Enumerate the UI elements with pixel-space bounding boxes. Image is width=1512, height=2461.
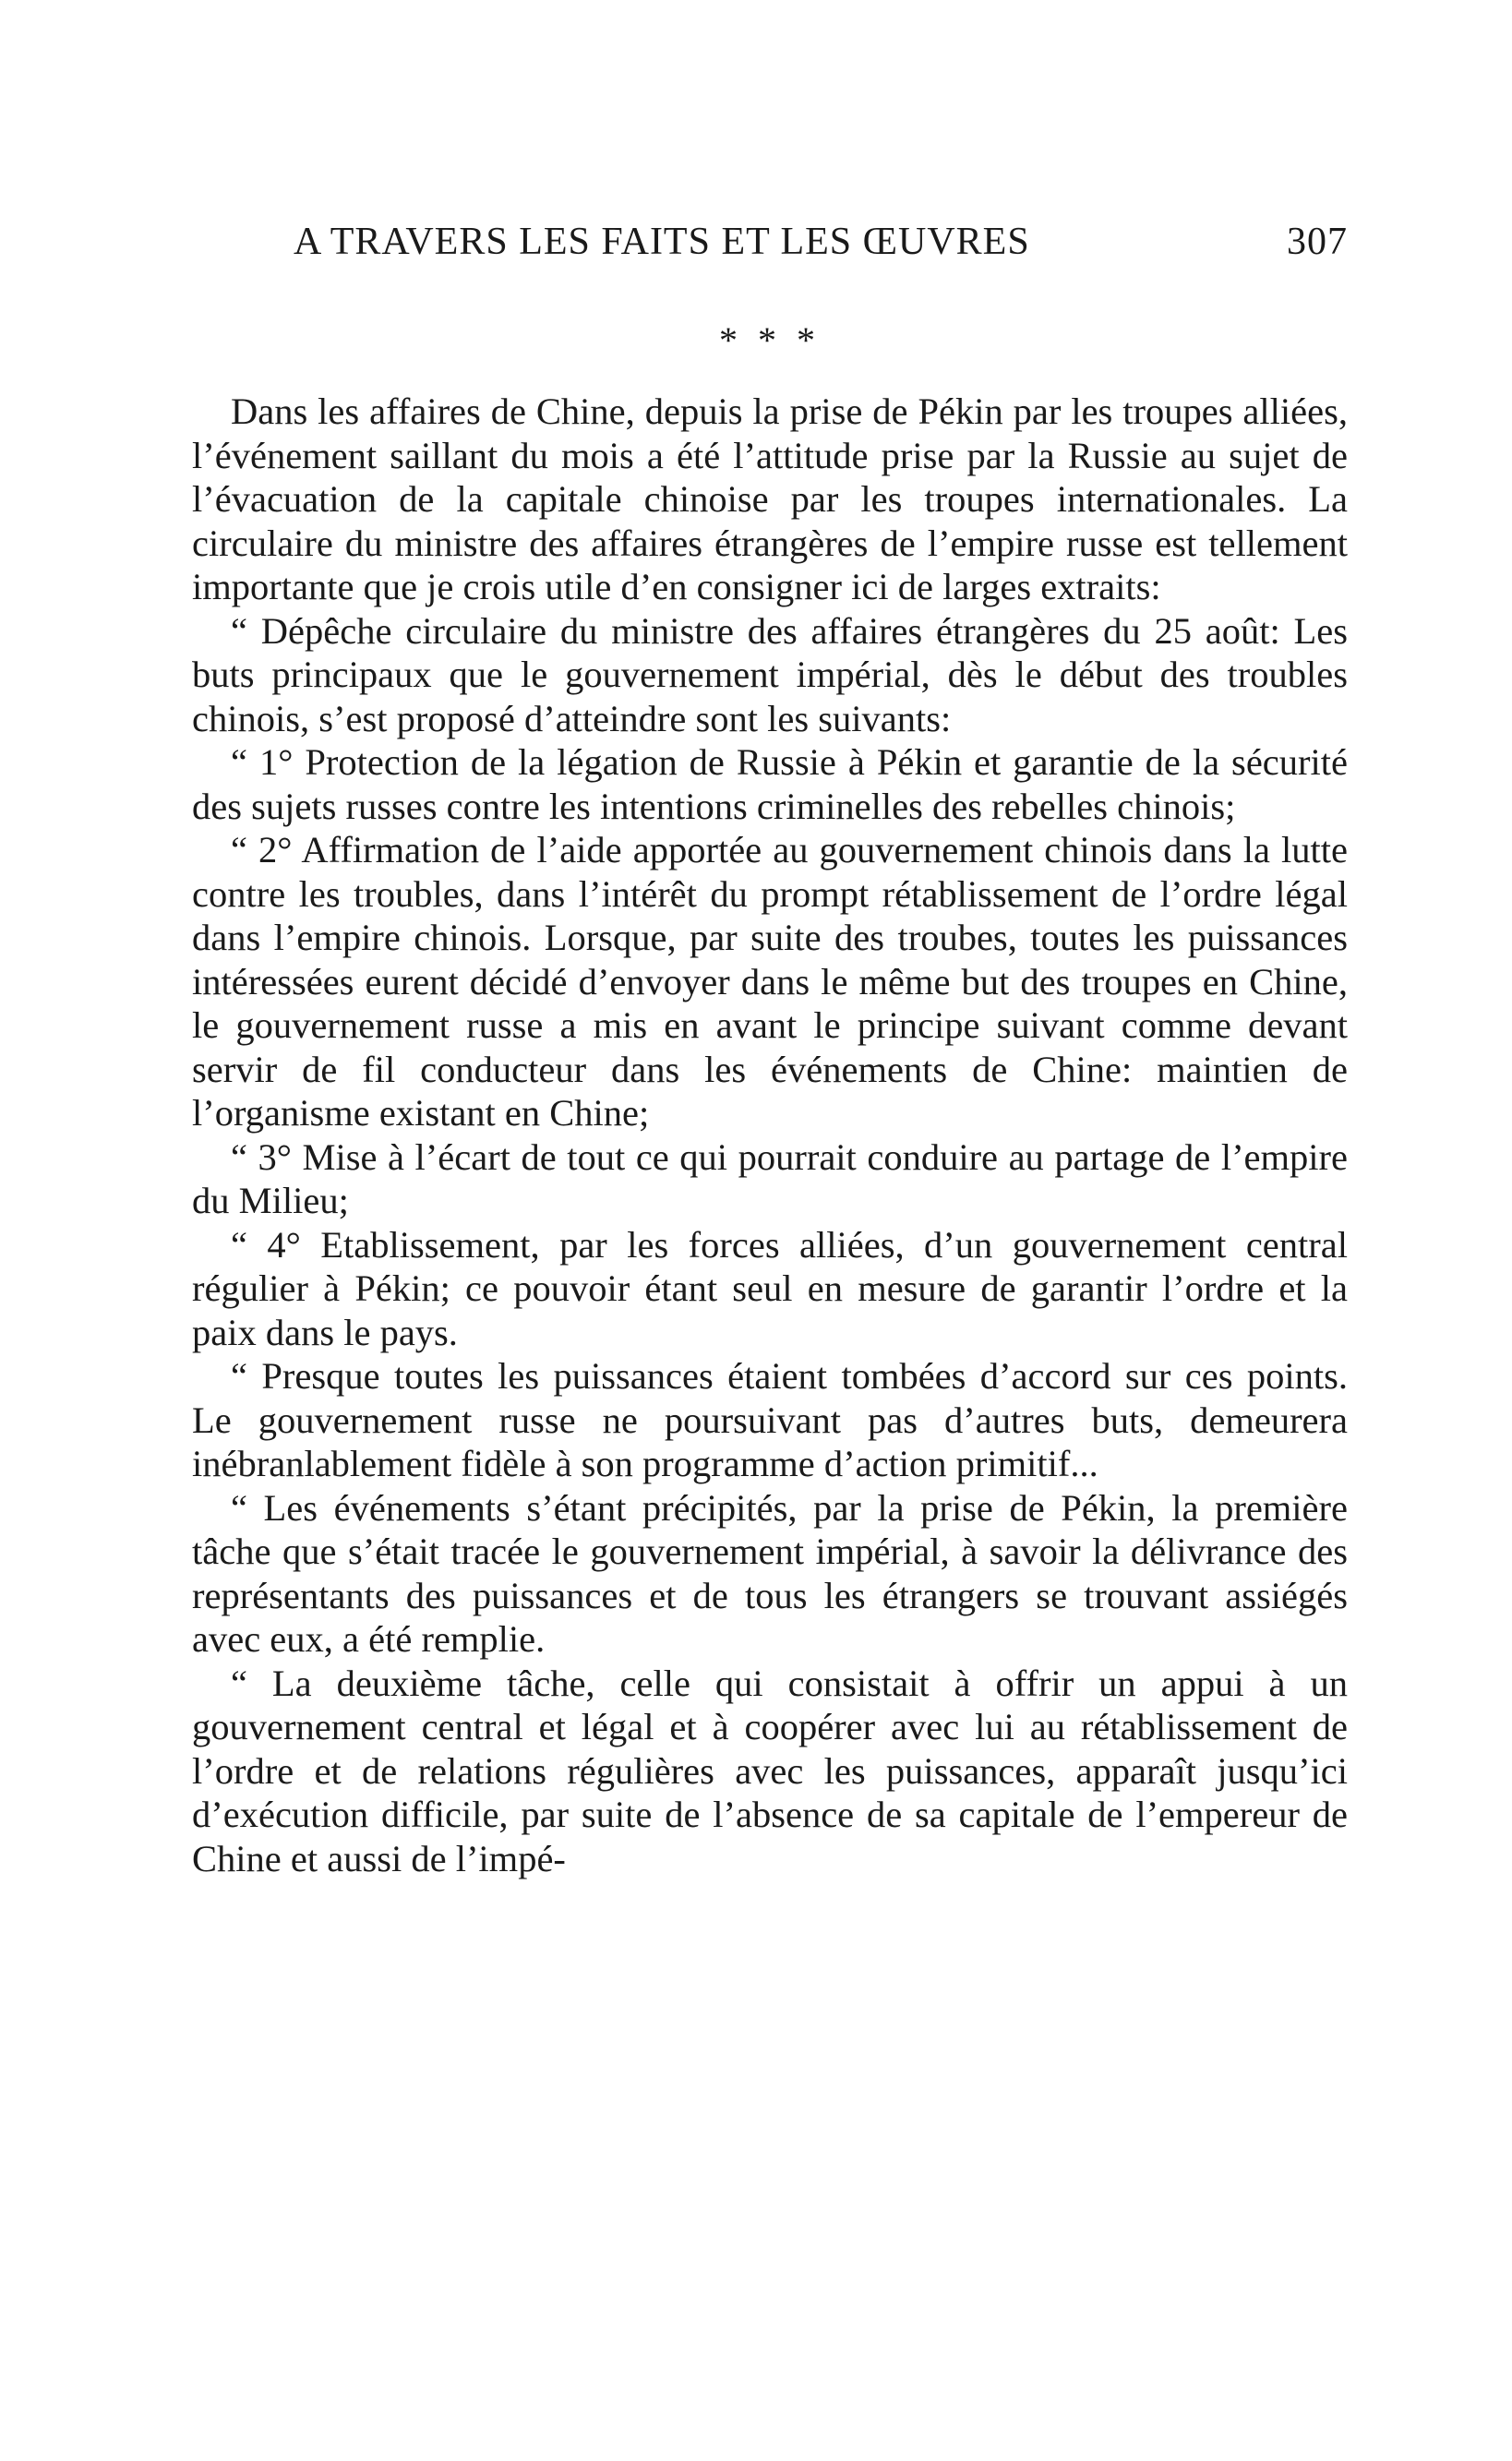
section-separator: * * * [719, 319, 821, 361]
running-title: A TRAVERS LES FAITS ET LES ŒUVRES [294, 221, 1030, 263]
paragraph: Dans les affaires de Chine, depuis la prise de Pékin par les troupes alliées, l’événement saillant du mois a été l’attitude prise par la Russie au sujet de l’évacuation de la capitale chinoise par les troupes internationales. La circulaire du ministre des affaires étrangères de l’empire russe est tellement importante que je crois utile d’en consigner ici de larges extraits: [192, 390, 1348, 607]
paragraph: “ 1° Protection de la légation de Russie à Pékin et garantie de la sécurité des sujets russes contre les intentions criminelles des rebelles chinois; [192, 741, 1348, 827]
paragraph: “ 3° Mise à l’écart de tout ce qui pourrait conduire au partage de l’empire du Milieu; [192, 1135, 1348, 1221]
page-number: 307 [1287, 221, 1348, 263]
paragraph: “ La deuxième tâche, celle qui consistait à offrir un appui à un gouvernement central et légal et à coopérer avec lui au rétablissement de l’ordre et de relations régulières avec les puissances, apparaît jusqu’ici d’exécution difficile, par suite de l’absence de sa capitale de l’empereur de Chine et aussi de l’impé- [192, 1662, 1348, 1879]
paragraph: “ Dépêche circulaire du ministre des affaires étrangères du 25 août: Les buts principaux que le gouvernement impérial, dès le début des troubles chinois, s’est proposé d’atteindre sont les suivants: [192, 609, 1348, 739]
paragraph: “ Les événements s’étant précipités, par la prise de Pékin, la première tâche que s’était tracée le gouvernement impérial, à savoir la délivrance des représentants des puissances et de tous les étrangers se trouvant assiégés avec eux, a été remplie. [192, 1486, 1348, 1660]
body-text [192, 390, 1348, 1880]
book-page [192, 0, 1348, 2461]
running-head [192, 220, 1348, 275]
paragraph: “ Presque toutes les puissances étaient tombées d’accord sur ces points. Le gouvernement russe ne poursuivant pas d’autres buts, demeurera inébranlablement fidèle à son programme d’action primitif... [192, 1355, 1348, 1484]
paragraph: “ 2° Affirmation de l’aide apportée au gouvernement chinois dans la lutte contre les troubles, dans l’intérêt du prompt rétablissement de l’ordre légal dans l’empire chinois. Lorsque, par suite des troubes, toutes les puissances intéressées eurent décidé d’envoyer dans le même but des troupes en Chine, le gouvernement russe a mis en avant le principe suivant comme devant servir de fil conducteur dans les événements de Chine: maintien de l’organisme existant en Chine; [192, 829, 1348, 1134]
paragraph: “ 4° Etablissement, par les forces alliées, d’un gouvernement central régulier à Pékin; ce pouvoir étant seul en mesure de garantir l’ordre et la paix dans le pays. [192, 1223, 1348, 1353]
